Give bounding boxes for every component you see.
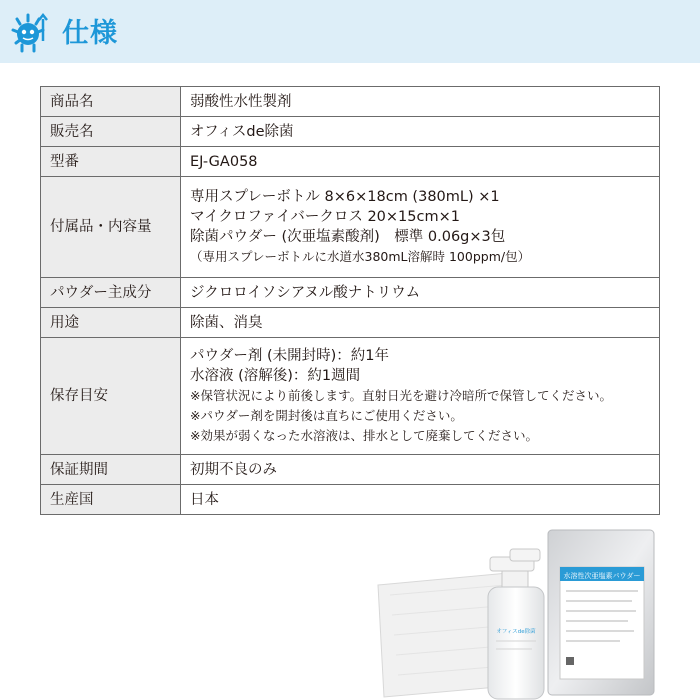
row-value: オフィスde除菌 [181, 117, 660, 147]
row-value: 弱酸性水性製剤 [181, 87, 660, 117]
value-line: パウダー剤 (未開封時)：約1年 [190, 348, 390, 364]
table-row [41, 338, 660, 455]
row-label: 保存目安 [41, 338, 181, 455]
table-row [41, 177, 660, 278]
value-line: マイクロファイバークロス 20×15cm×1 [190, 209, 460, 225]
svg-text:水溶性次亜塩素パウダー: 水溶性次亜塩素パウダー [563, 572, 641, 580]
table-row [41, 87, 660, 117]
row-label: 用途 [41, 308, 181, 338]
spec-table [40, 86, 660, 515]
value-line: 除菌パウダー (次亜塩素酸剤) 標準 0.06g×3包 [190, 229, 506, 245]
row-label: パウダー主成分 [41, 278, 181, 308]
row-label: 型番 [41, 147, 181, 177]
product-image [370, 525, 660, 700]
table-row [41, 485, 660, 515]
table-row [41, 455, 660, 485]
note-line: ※効果が弱くなった水溶液は、排水として廃棄してください。 [190, 428, 538, 443]
row-value: EJ-GA058 [181, 147, 660, 177]
section-header [0, 0, 700, 63]
page-title: 仕様 [62, 18, 118, 49]
table-row [41, 308, 660, 338]
table-row [41, 147, 660, 177]
row-value: ジクロロイソシアヌル酸ナトリウム [181, 278, 660, 308]
row-value: 除菌、消臭 [181, 308, 660, 338]
table-row [41, 278, 660, 308]
row-label: 生産国 [41, 485, 181, 515]
value-line: （専用スプレーボトルに水道水380mL溶解時 100ppm/包） [190, 249, 531, 264]
svg-text:オフィスde除菌: オフィスde除菌 [496, 629, 536, 635]
pouch-image [548, 530, 654, 695]
note-line: ※パウダー剤を開封後は直ちにご使用ください。 [190, 408, 463, 423]
value-line: 専用スプレーボトル 8×6×18cm (380mL) ×1 [190, 189, 500, 205]
row-value: 日本 [181, 485, 660, 515]
value-line: 水溶液 (溶解後)：約1週間 [190, 368, 361, 384]
row-label: 商品名 [41, 87, 181, 117]
row-value: 初期不良のみ [181, 455, 660, 485]
spray-bottle-image [488, 549, 544, 699]
note-line: ※保管状況により前後します。直射日光を避け冷暗所で保管してください。 [190, 388, 612, 403]
virus-mascot-icon [10, 11, 50, 53]
row-value [181, 338, 660, 455]
row-label: 保証期間 [41, 455, 181, 485]
table-row [41, 117, 660, 147]
row-label: 販売名 [41, 117, 181, 147]
row-label: 付属品・内容量 [41, 177, 181, 278]
row-value [181, 177, 660, 278]
